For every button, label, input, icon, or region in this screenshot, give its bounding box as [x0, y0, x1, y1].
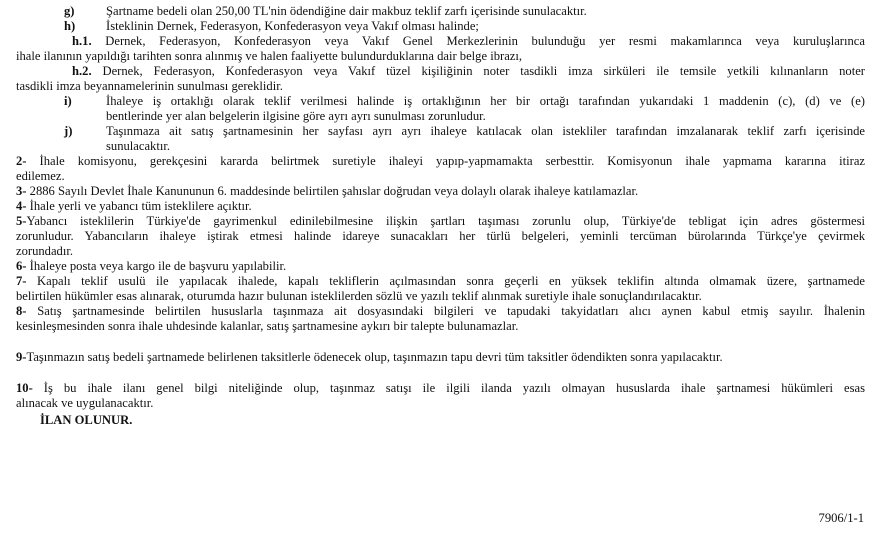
sub-text: Dernek, Federasyon, Konfederasyon veya Vakıf tüzel kişiliğinin noter tasdikli imza sirküleri ile temsile yetkili kılınanların noter — [102, 64, 865, 78]
article-5-line3: zorundadır. — [16, 244, 74, 258]
article-3 — [16, 184, 865, 199]
item-label: h) — [64, 19, 76, 33]
item-h1-line2: ihale ilanının yapıldığı tarihten sonra alınmış ve halen faaliyette bulundurduklarına dair belge ibrazı, — [16, 49, 523, 63]
reference-code: 7906/1-1 — [818, 511, 864, 525]
article-number: 8- — [16, 304, 27, 318]
article-2-line1 — [16, 154, 865, 169]
article-9 — [16, 350, 865, 365]
item-label: i) — [64, 94, 72, 108]
item-text-line2: sunulacaktır. — [106, 139, 171, 153]
item-h2-line2: tasdikli imza beyannamelerinin sunulması gereklidir. — [16, 79, 283, 93]
article-number: 3- — [16, 184, 27, 198]
sub-label: h.1. — [72, 34, 92, 48]
article-number: 7- — [16, 274, 27, 288]
article-number: 10- — [16, 381, 33, 395]
article-8-line2: kesinleşmesinden sonra ihale uhdesinde kalanlar, satış şartnamesine aykırı bir talepte bulunamazlar. — [16, 319, 519, 333]
article-number: 2- — [16, 154, 27, 168]
article-7-line2: belirtilen hükümler esas alınarak, oturumda hazır bulunan isteklilerden sözlü ve yazılı teklif alınmak suretiyle ihale sonuçlandırılacaktır. — [16, 289, 702, 303]
article-text: İş bu ihale ilanı genel bilgi niteliğinde olup, taşınmaz satışı ile ilgili ilanda yazılı olmayan hususlarda ihale şartnamesi hükümleri esas — [43, 381, 865, 395]
article-text: İhale komisyonu, gerekçesini kararda belirtmek suretiyle ihaleyi yapıp-yapmamakta serbesttir. Komisyonun ihale yapmama kararına itiraz — [39, 154, 865, 168]
article-number: 6- — [16, 259, 27, 273]
item-g — [16, 4, 865, 19]
sub-label: h.2. — [72, 64, 92, 78]
article-text: Satış şartnamesinde belirtilen hususlarla taşınmaza ait dosyasındaki bilgileri ve tapudaki takyidatları alıcı aynen kabul etmiş sayılır. İhalenin — [37, 304, 865, 318]
article-10-line1 — [16, 381, 865, 396]
item-h — [16, 19, 865, 34]
item-text-line1: İhaleye iş ortaklığı olarak teklif verilmesi halinde iş ortaklığının her bir ortağı tarafından yukarıdaki 1 maddenin (c), (d) ve (e) — [106, 94, 865, 108]
article-6 — [16, 259, 865, 274]
article-4 — [16, 199, 865, 214]
article-text: İhaleye posta veya kargo ile de başvuru yapılabilir. — [29, 259, 287, 273]
item-text-line1: Taşınmaza ait satış şartnamesinin her sayfası ayrı ayrı ihaleye katılacak olan istekliler tarafından imzalanarak teklif zarfı içerisinde — [106, 124, 865, 138]
sub-text: Dernek, Federasyon, Konfederasyon veya Vakıf Genel Merkezlerinin bulunduğu yer resmi makamlarınca veya kuruluşlarınca — [105, 34, 865, 48]
article-2-line2: edilemez. — [16, 169, 65, 183]
article-number: 9- — [16, 350, 27, 364]
article-8-line1 — [16, 304, 865, 319]
article-10-line2: alınacak ve uygulanacaktır. — [16, 396, 154, 410]
item-text: İsteklinin Dernek, Federasyon, Konfederasyon veya Vakıf olması halinde; — [106, 19, 479, 33]
article-5-line1 — [16, 214, 865, 229]
article-text: Taşınmazın satış bedeli şartnamede belirlenen taksitlerle ödenecek olup, taşınmazın tapu devri tüm taksitler ödendikten sonra yapılacaktır. — [26, 350, 723, 364]
item-label: g) — [64, 4, 75, 18]
item-text: Şartname bedeli olan 250,00 TL'nin ödendiğine dair makbuz teklif zarfı içerisinde sunulacaktır. — [106, 4, 587, 18]
article-text: İhale yerli ve yabancı tüm isteklilere açıktır. — [29, 199, 252, 213]
closing-statement: İLAN OLUNUR. — [40, 413, 133, 427]
item-h2-line1 — [16, 64, 865, 79]
item-text-line2: bentlerinde yer alan belgelerin ilgisine göre ayrı ayrı sunulması zorunludur. — [106, 109, 486, 123]
article-5-line2: zorunludur. Yabancıların ihaleye iştirak etmesi halinde idareye sunacakları her türlü belgeleri, yeminli tercüman bürolarında Türkçe'ye çevirmek — [16, 229, 865, 243]
item-j — [16, 124, 865, 154]
item-i — [16, 94, 865, 124]
article-text: Yabancı isteklilerin Türkiye'de gayrimenkul edinilebilmesine ilişkin şartları taşıması zorunlu olup, Türkiye'de tebligat için adres göstermesi — [26, 214, 865, 228]
item-label: j) — [64, 124, 73, 138]
article-text: 2886 Sayılı Devlet İhale Kanununun 6. maddesinde belirtilen şahıslar doğrudan veya dolaylı olarak ihaleye katılamazlar. — [29, 184, 639, 198]
article-text: Kapalı teklif usulü ile yapılacak ihalede, kapalı tekliflerin açılmasından sonra geçerli en yüksek teklifin altında olmamak üzere, şartnamede — [37, 274, 865, 288]
article-7-line1 — [16, 274, 865, 289]
article-number: 5- — [16, 214, 27, 228]
item-h1-line1 — [16, 34, 865, 49]
article-number: 4- — [16, 199, 27, 213]
